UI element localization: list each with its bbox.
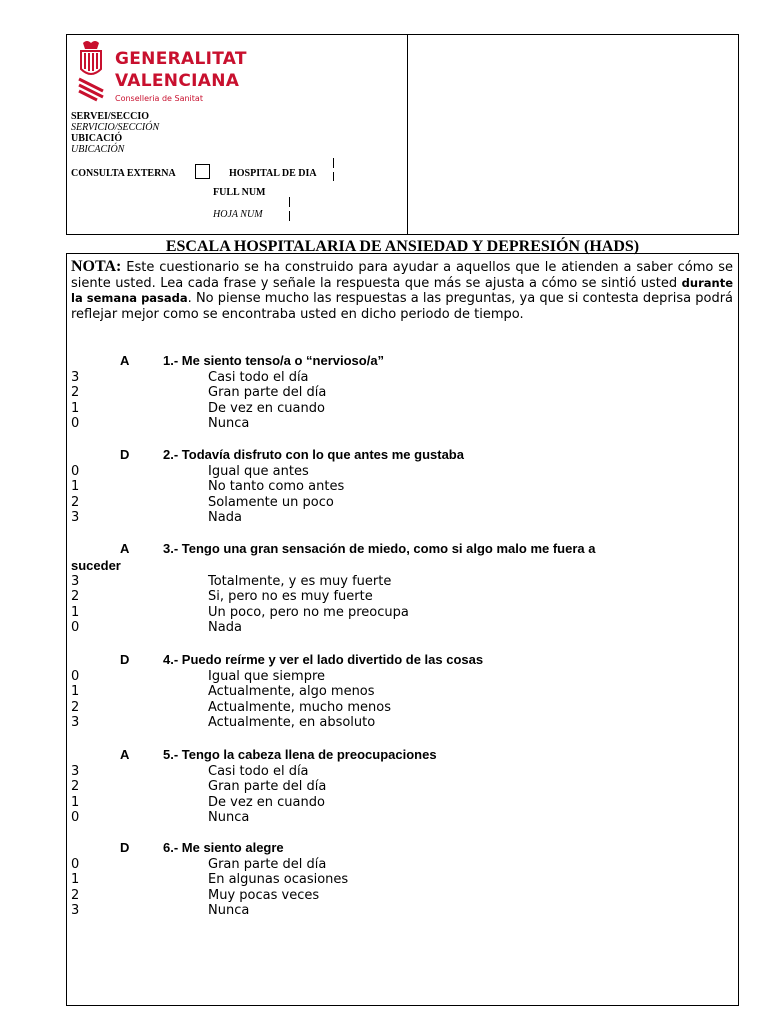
- logo-line1: GENERALITAT: [115, 49, 247, 69]
- option-score: 3: [71, 714, 80, 730]
- option-score: 2: [71, 589, 80, 605]
- option-text: Si, pero no es muy fuerte: [208, 589, 373, 605]
- ubicacio-label: UBICACIÓ: [71, 133, 123, 144]
- option-row[interactable]: [71, 416, 733, 431]
- full-num-label: FULL NUM: [213, 187, 266, 198]
- option-score: 0: [71, 464, 80, 479]
- option-text: De vez en cuando: [208, 794, 325, 810]
- option-row[interactable]: [71, 620, 733, 635]
- nota-text2: . No piense mucho las respuestas a las preguntas, ya que si contesta deprisa podrá reflejar mejor como se encontraba usted en dicho periodo de tiempo.: [71, 291, 734, 322]
- consulta-externa-label: CONSULTA EXTERNA: [71, 168, 176, 179]
- option-row[interactable]: [71, 903, 733, 918]
- question-text-continued: suceder: [71, 558, 121, 573]
- option-row[interactable]: [71, 715, 733, 730]
- option-row[interactable]: [71, 872, 733, 887]
- question-type: D: [120, 447, 130, 462]
- servei-label: SERVEI/SECCIO: [71, 111, 150, 122]
- option-score: 3: [71, 902, 80, 918]
- coat-of-arms-icon: [75, 39, 107, 103]
- option-score: 1: [71, 794, 80, 810]
- question-6: [71, 840, 733, 918]
- option-row[interactable]: [71, 810, 733, 825]
- hospital-dia-label: HOSPITAL DE DIA: [229, 168, 317, 179]
- option-score: 1: [71, 604, 80, 620]
- option-score: 0: [71, 415, 80, 431]
- option-row[interactable]: [71, 401, 733, 416]
- question-1: [71, 353, 733, 431]
- option-row[interactable]: [71, 574, 733, 589]
- option-text: Casi todo el día: [208, 764, 309, 779]
- option-text: Gran parte del día: [208, 779, 327, 795]
- option-row[interactable]: [71, 385, 733, 400]
- questionnaire-box: [66, 253, 739, 1006]
- divider: [289, 197, 290, 207]
- option-text: Nunca: [208, 809, 250, 825]
- option-text: Igual que antes: [208, 464, 309, 479]
- option-row[interactable]: [71, 857, 733, 872]
- question-text: 6.- Me siento alegre: [163, 840, 284, 855]
- question-type: A: [120, 353, 130, 368]
- option-row[interactable]: [71, 605, 733, 620]
- question-4: [71, 652, 733, 730]
- option-text: Totalmente, y es muy fuerte: [208, 574, 392, 589]
- option-text: Nada: [208, 619, 242, 635]
- question-5: [71, 747, 733, 825]
- header-left-panel: [67, 35, 408, 234]
- nota-label: NOTA:: [71, 258, 122, 275]
- option-row[interactable]: [71, 700, 733, 715]
- logo-line3: Conselleria de Sanitat: [115, 94, 203, 103]
- divider: [289, 211, 290, 221]
- option-text: Nunca: [208, 415, 250, 431]
- logo-line2: VALENCIANA: [115, 71, 240, 91]
- divider: [333, 172, 334, 181]
- option-text: Actualmente, algo menos: [208, 684, 375, 700]
- question-3: [71, 541, 733, 635]
- question-type: D: [120, 840, 130, 855]
- option-score: 3: [71, 370, 80, 385]
- option-text: Gran parte del día: [208, 857, 327, 872]
- question-text: 1.- Me siento tenso/a o “nervioso/a”: [163, 353, 385, 368]
- option-text: Gran parte del día: [208, 385, 327, 401]
- option-score: 2: [71, 385, 80, 401]
- header-box: [66, 34, 739, 235]
- option-score: 0: [71, 809, 80, 825]
- option-text: Solamente un poco: [208, 494, 334, 510]
- question-type: A: [120, 747, 130, 762]
- option-score: 1: [71, 479, 80, 495]
- option-score: 1: [71, 684, 80, 700]
- page-title: ESCALA HOSPITALARIA DE ANSIEDAD Y DEPRESIÓN (HADS): [165, 238, 640, 255]
- divider: [333, 158, 334, 168]
- option-text: En algunas ocasiones: [208, 872, 349, 888]
- option-row[interactable]: [71, 795, 733, 810]
- question-type: A: [120, 541, 130, 556]
- servicio-label: SERVICIO/SECCIÓN: [71, 122, 160, 133]
- nota-text1: Este cuestionario se ha construido para ayudar a aquellos que le atienden a saber cómo se siente usted. Lea cada frase y señale la respuesta que más se ajusta a cómo se sintió usted: [71, 260, 733, 291]
- question-text: 5.- Tengo la cabeza llena de preocupaciones: [163, 747, 437, 762]
- question-text: 4.- Puedo reírme y ver el lado divertido de las cosas: [163, 652, 484, 667]
- option-text: Nada: [208, 509, 242, 525]
- option-score: 2: [71, 699, 80, 715]
- option-row[interactable]: [71, 669, 733, 684]
- option-row[interactable]: [71, 888, 733, 903]
- option-score: 0: [71, 619, 80, 635]
- nota-bold: durante la semana pasada: [71, 275, 733, 305]
- ubicacion-label: UBICACIÓN: [71, 144, 125, 155]
- option-row[interactable]: [71, 589, 733, 604]
- option-score: 2: [71, 494, 80, 510]
- option-text: Igual que siempre: [208, 669, 326, 684]
- option-score: 2: [71, 887, 80, 903]
- option-score: 3: [71, 509, 80, 525]
- consulta-externa-checkbox[interactable]: [195, 164, 210, 179]
- option-row[interactable]: [71, 464, 733, 479]
- option-text: De vez en cuando: [208, 400, 325, 416]
- option-text: Actualmente, en absoluto: [208, 714, 376, 730]
- option-row[interactable]: [71, 370, 733, 385]
- option-row[interactable]: [71, 764, 733, 779]
- option-text: Un poco, pero no me preocupa: [208, 604, 409, 620]
- question-type: D: [120, 652, 130, 667]
- option-score: 1: [71, 872, 80, 888]
- option-text: Muy pocas veces: [208, 887, 320, 903]
- option-row[interactable]: [71, 684, 733, 699]
- option-text: Actualmente, mucho menos: [208, 699, 391, 715]
- option-row[interactable]: [71, 495, 733, 510]
- option-score: 0: [71, 669, 80, 684]
- option-text: Nunca: [208, 902, 250, 918]
- option-row[interactable]: [71, 510, 733, 525]
- question-2: [71, 447, 733, 525]
- option-score: 3: [71, 574, 80, 589]
- nota-paragraph: [71, 259, 733, 322]
- option-score: 2: [71, 779, 80, 795]
- bottom-rule: [70, 1005, 738, 1006]
- option-text: Casi todo el día: [208, 370, 309, 385]
- hoja-num-label: HOJA NUM: [213, 209, 263, 220]
- generalitat-logo: [73, 39, 247, 109]
- question-text: 2.- Todavía disfruto con lo que antes me gustaba: [163, 447, 464, 462]
- option-row[interactable]: [71, 479, 733, 494]
- question-text: 3.- Tengo una gran sensación de miedo, como si algo malo me fuera a: [163, 541, 596, 556]
- option-score: 0: [71, 857, 80, 872]
- option-score: 3: [71, 764, 80, 779]
- option-row[interactable]: [71, 779, 733, 794]
- option-score: 1: [71, 400, 80, 416]
- option-text: No tanto como antes: [208, 479, 345, 495]
